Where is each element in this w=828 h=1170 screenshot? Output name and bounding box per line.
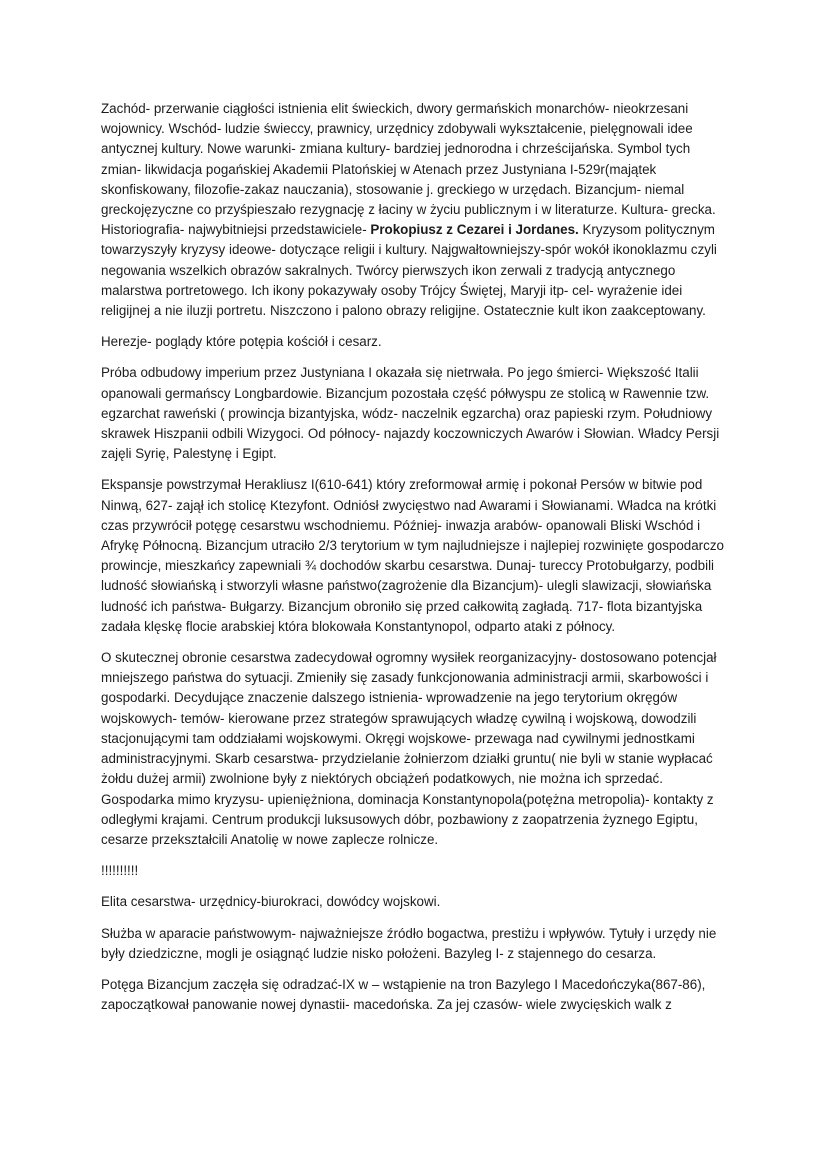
paragraph-justinian-restoration: Próba odbudowy imperium przez Justyniana I okazała się nietrwała. Po jego śmierci- Większość Italii opanowali germańscy Longbardowie. Bizancjum pozostała część półwyspu ze stolicą w Rawennie tzw. egzarchat raweński ( prowincja bizantyjska, wódz- naczelnik egzarcha) oraz papieski rzym. Południowy skrawek Hiszpanii odbili Wizygoci. Od północy- najazdy koczowniczych Awarów i Słowian. Władcy Persji zajęli Syrię, Palestynę i Egipt. [101, 365, 720, 462]
bold-historians: Prokopiusz z Cezarei i Jordanes. [370, 222, 579, 238]
paragraph-text: Zachód- przerwanie ciągłości istnienia elit świeckich, dwory germańskich monarchów- nieokrzesani wojownicy. Wschód- ludzie świeccy, prawnicy, urzędnicy zdobywali wykształcenie, pielęgnowali idee antycznej kultury. Nowe warunki- zmiana kultury- bardziej jednorodna i chrześcijańska. Symbol tych zmian- likwidacja pogańskiej Akademii Platońskiej w Atenach przez Justyniana I-529r(majątek skonfiskowany, filozofie-zakaz nauczania), stosowanie j. greckiego w urzędach. Bizancjum- niemal greckojęzyczne co przyśpieszało rezygnację z łaciny w życiu publicznym i w literaturze. Kultura- grecka. Historiografia- najwybitniejsi przedstawiciele- [101, 101, 716, 238]
paragraph-heresies: Herezje- poglądy które potępia kościół i cesarz. [101, 334, 382, 350]
paragraph-elite: Elita cesarstwa- urzędnicy-biurokraci, dowódcy wojskowi. [101, 894, 441, 910]
paragraph-culture [101, 99, 729, 321]
paragraph-state-service: Służba w aparacie państwowym- najważniejsze źródło bogactwa, prestiżu i wpływów. Tytuły i urzędy nie były dziedziczne, mogli je osiągnąć ludzie nisko położeni. Bazyleg I- z stajennego do cesarza. [101, 925, 717, 961]
document-body [101, 99, 729, 1026]
paragraph-text: Kryzysom politycznym towarzyszyły kryzysy ideowe- dotyczące religii i kultury. Najgwałtowniejszy-spór wokół ikonoklazmu czyli negowania wszelkich obrazów sakralnych. Twórcy pierwszych ikon zerwali z tradycją antycznego malarstwa portretowego. Ich ikony pokazywały osoby Trójcy Świętej, Maryji itp- cel- wyrażenie idei religijnej a nie iluzji portretu. Niszczono i palono obrazy religijne. Ostatecznie kult ikon zaakceptowany. [101, 222, 717, 319]
paragraph-exclamations: !!!!!!!!!! [101, 863, 139, 879]
paragraph-heraclius: Ekspansje powstrzymał Herakliusz I(610-641) który zreformował armię i pokonał Persów w bitwie pod Ninwą, 627- zajął ich stolicę Ktezyfont. Odniósł zwycięstwo nad Awarami i Słowianami. Władca na krótki czas przywrócił potęgę cesarstwu wschodniemu. Później- inwazja arabów- opanowali Bliski Wschód i Afrykę Północną. Bizancjum utraciło 2/3 terytorium w tym najludniejsze i najlepiej rozwinięte gospodarczo prowincje, mieszkańcy zapewniali ¾ dochodów skarbu cesarstwa. Dunaj- tureccy Protobułgarzy, podbili ludność słowiańską i stworzyli własne państwo(zagrożenie dla Bizancjum)- ulegli slawizacji, słowiańska ludność ich państwa- Bułgarzy. Bizancjum obroniło się przed całkowitą zagładą. 717- flota bizantyjska zadała klęskę flocie arabskiej która blokowała Konstantynopol, odparto ataki z północy. [101, 477, 724, 634]
paragraph-reorganization: O skutecznej obronie cesarstwa zadecydował ogromny wysiłek reorganizacyjny- dostosowano potencjał mniejszego państwa do sytuacji. Zmieniły się zasady funkcjonowania administracji armii, skarbowości i gospodarki. Decydujące znaczenie dalszego istnienia- wprowadzenie na jego terytorium okręgów wojskowych- temów- kierowane przez strategów sprawujących władzę cywilną i wojskową, dowodzili stacjonującymi tam oddziałami wojskowymi. Okręgi wojskowe- przewaga nad cywilnymi jednostkami administracyjnymi. Skarb cesarstwa- przydzielanie żołnierzom działki gruntu( nie byli w stanie wypłacać żołdu dużej armii) zwolnione były z niektórych obciążeń podatkowych, nie można ich sprzedać. Gospodarka mimo kryzysu- upieniężniona, dominacja Konstantynopola(potężna metropolia)- kontakty z odległymi krajami. Centrum produkcji luksusowych dóbr, pozbawiony z zaopatrzenia żyznego Egiptu, cesarze przekształcili Anatolię w nowe zaplecze rolnicze. [101, 650, 717, 847]
paragraph-macedonian-dynasty: Potęga Bizancjum zaczęła się odradzać-IX w – wstąpienie na tron Bazylego I Macedończyka(867-86), zapoczątkował panowanie nowej dynastii- macedońska. Za jej czasów- wiele zwycięskich walk z [101, 976, 706, 1013]
